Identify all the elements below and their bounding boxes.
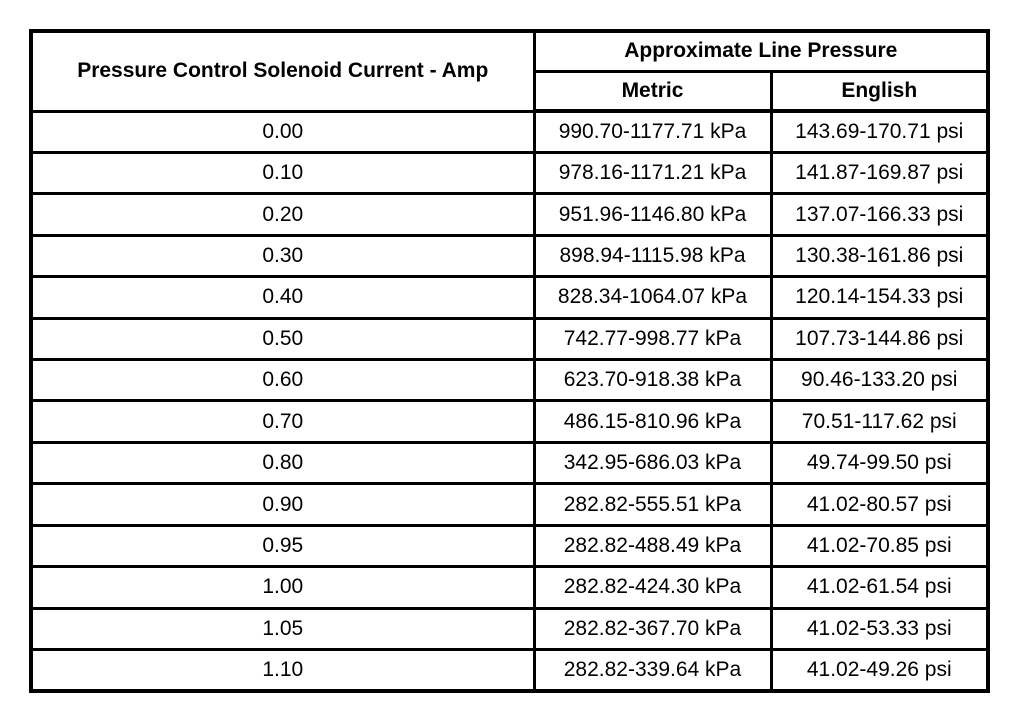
english-cell: 141.87-169.87 psi (771, 152, 988, 193)
english-cell: 41.02-70.85 psi (771, 525, 988, 566)
current-cell: 0.40 (31, 277, 534, 318)
header-current: Pressure Control Solenoid Current - Amp (31, 31, 534, 111)
metric-cell: 623.70-918.38 kPa (534, 360, 771, 401)
table-row (31, 277, 988, 318)
metric-cell: 282.82-424.30 kPa (534, 567, 771, 608)
english-cell: 41.02-49.26 psi (771, 649, 988, 691)
metric-cell: 742.77-998.77 kPa (534, 318, 771, 359)
english-cell: 41.02-53.33 psi (771, 608, 988, 649)
current-cell: 0.30 (31, 235, 534, 276)
english-cell: 49.74-99.50 psi (771, 442, 988, 483)
table-header (31, 31, 988, 111)
english-cell: 41.02-80.57 psi (771, 484, 988, 525)
table-row (31, 235, 988, 276)
pressure-table-container (29, 29, 986, 693)
table-row (31, 525, 988, 566)
current-cell: 0.80 (31, 442, 534, 483)
table-row (31, 442, 988, 483)
metric-cell: 282.82-488.49 kPa (534, 525, 771, 566)
table-row (31, 360, 988, 401)
metric-cell: 486.15-810.96 kPa (534, 401, 771, 442)
current-cell: 0.50 (31, 318, 534, 359)
header-row-top (31, 31, 988, 71)
header-english: English (771, 71, 988, 111)
metric-cell: 342.95-686.03 kPa (534, 442, 771, 483)
current-cell: 0.70 (31, 401, 534, 442)
current-cell: 0.60 (31, 360, 534, 401)
metric-cell: 990.70-1177.71 kPa (534, 111, 771, 152)
english-cell: 90.46-133.20 psi (771, 360, 988, 401)
current-cell: 0.95 (31, 525, 534, 566)
table-row (31, 152, 988, 193)
english-cell: 120.14-154.33 psi (771, 277, 988, 318)
english-cell: 70.51-117.62 psi (771, 401, 988, 442)
english-cell: 143.69-170.71 psi (771, 111, 988, 152)
current-cell: 1.00 (31, 567, 534, 608)
table-row (31, 649, 988, 691)
metric-cell: 282.82-339.64 kPa (534, 649, 771, 691)
metric-cell: 828.34-1064.07 kPa (534, 277, 771, 318)
metric-cell: 951.96-1146.80 kPa (534, 194, 771, 235)
metric-cell: 282.82-367.70 kPa (534, 608, 771, 649)
table-row (31, 111, 988, 152)
metric-cell: 978.16-1171.21 kPa (534, 152, 771, 193)
metric-cell: 898.94-1115.98 kPa (534, 235, 771, 276)
current-cell: 0.20 (31, 194, 534, 235)
english-cell: 41.02-61.54 psi (771, 567, 988, 608)
table-row (31, 318, 988, 359)
english-cell: 107.73-144.86 psi (771, 318, 988, 359)
english-cell: 137.07-166.33 psi (771, 194, 988, 235)
table-row (31, 401, 988, 442)
current-cell: 0.00 (31, 111, 534, 152)
table-body (31, 111, 988, 691)
current-cell: 0.90 (31, 484, 534, 525)
current-cell: 1.10 (31, 649, 534, 691)
metric-cell: 282.82-555.51 kPa (534, 484, 771, 525)
pressure-table (29, 29, 990, 693)
table-row (31, 484, 988, 525)
header-pressure: Approximate Line Pressure (534, 31, 988, 71)
current-cell: 1.05 (31, 608, 534, 649)
table-row (31, 194, 988, 235)
table-row (31, 567, 988, 608)
header-metric: Metric (534, 71, 771, 111)
english-cell: 130.38-161.86 psi (771, 235, 988, 276)
current-cell: 0.10 (31, 152, 534, 193)
table-row (31, 608, 988, 649)
